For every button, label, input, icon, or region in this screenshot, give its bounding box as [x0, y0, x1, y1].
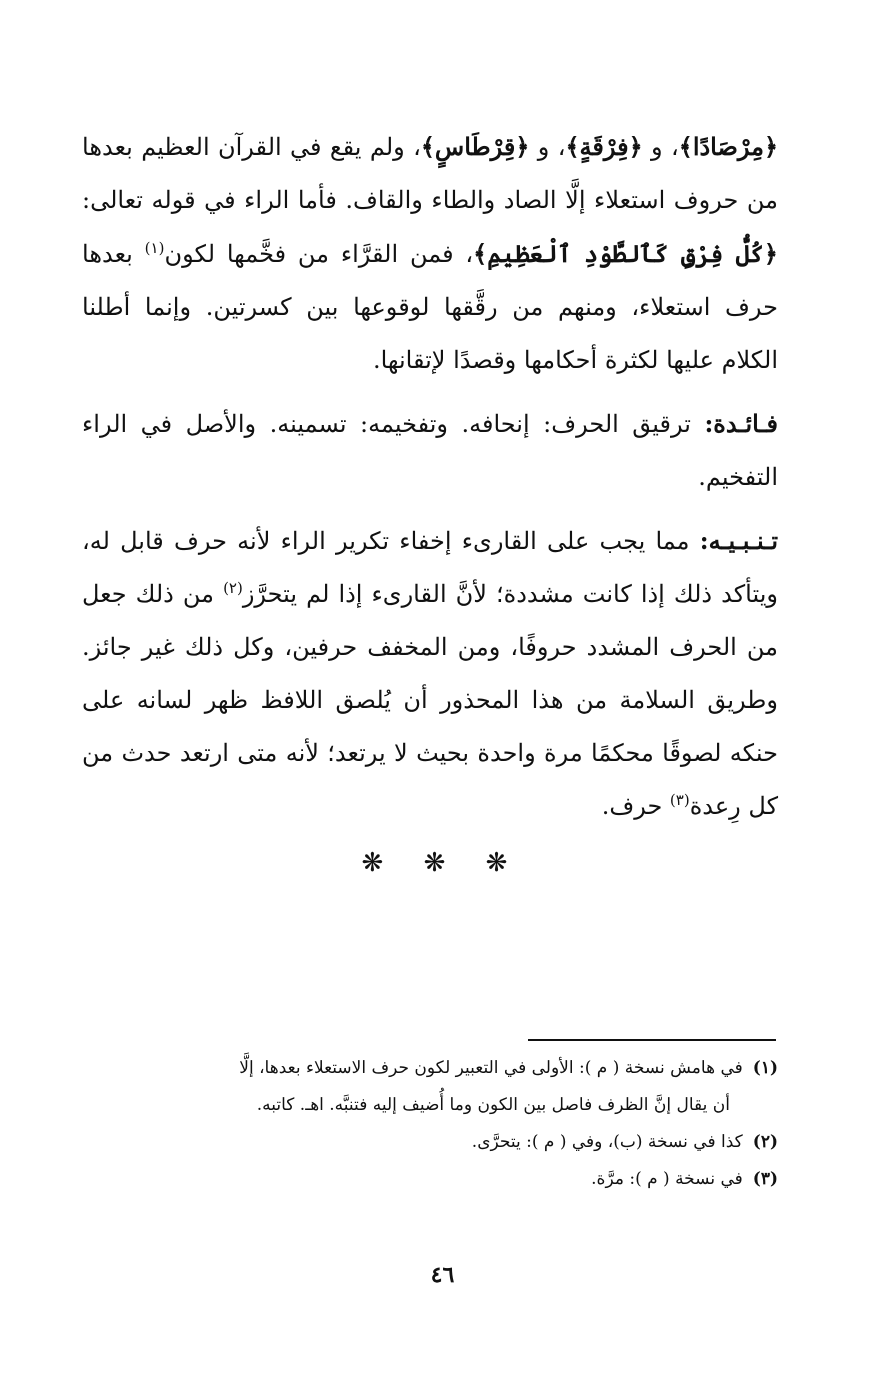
- footnote-divider: [528, 1039, 776, 1041]
- quran-word: ﴿فِرْقَةٍ﴾: [565, 132, 643, 161]
- page-number: ٤٦: [430, 1262, 455, 1288]
- footnote-2: [82, 1124, 778, 1161]
- quran-verse: ﴿كُلُّ فِرْقٍ كَٱلطَّوْدِ ٱلْعَظِيمِ﴾: [473, 239, 778, 268]
- footnote-1-continuation: أن يقال إنَّ الظرف فاصل بين الكون وما أُضيف إليه فتنبَّه. اهـ. كاتبه.: [256, 1095, 730, 1115]
- section-separator: ❋ ❋ ❋: [361, 848, 524, 878]
- text-span: حرف.: [601, 792, 670, 820]
- text-span: ، فمن القرَّاء من فخَّمها لكون: [164, 240, 474, 268]
- paragraph-1: [82, 120, 778, 387]
- footnote-number: (٣): [752, 1169, 778, 1189]
- text-span: بعدها حرف استعلاء، ومنهم من رقَّقها لوقوعها بين كسرتين. وإنما أطلنا الكلام عليها لكثرة أحكامها وقصدًا لإتقانها.: [82, 240, 778, 374]
- footnote-text: في نسخة ( م ): مرَّة.: [591, 1169, 743, 1189]
- footnote-ref-1[interactable]: (١): [144, 239, 165, 257]
- fayda-heading: فـائـدة:: [704, 409, 778, 438]
- text-span: من ذلك جعل من الحرف المشدد حروفًا، ومن المخفف حرفين، وكل ذلك غير جائز. وطريق السلامة من هذا المحذور أن يُلصق اللافظ ظهر لسانه على حنكه لصوقًا محكمًا مرة واحدة بحيث لا يرتعد؛ لأنه متى ارتعد حدث من كل رِعدة: [82, 580, 778, 820]
- footnote-number: (١): [752, 1058, 778, 1078]
- footnote-3: [82, 1161, 778, 1198]
- quran-word: ﴿مِرْصَادًا﴾: [678, 132, 779, 161]
- footnotes: [82, 1050, 778, 1198]
- text-span: ، و: [529, 133, 566, 161]
- footnote-number: (٢): [752, 1132, 778, 1152]
- text-span: ترقيق الحرف: إنحافه. وتفخيمه: تسمينه. والأصل في الراء التفخيم.: [82, 410, 778, 491]
- quran-word: ﴿قِرْطَاسٍ﴾: [420, 132, 530, 161]
- footnote-ref-2[interactable]: (٢): [223, 579, 243, 597]
- paragraph-3: [82, 514, 778, 833]
- main-text: [82, 120, 778, 833]
- footnote-ref-3[interactable]: (٣): [669, 791, 690, 809]
- text-span: ، ولم يقع في القرآن العظيم بعدها من حروف استعلاء إلَّا الصاد والطاء والقاف. فأما الراء في قوله تعالى:: [82, 133, 778, 214]
- text-span: ، و: [642, 133, 679, 161]
- footnote-text: في هامش نسخة ( م ): الأولى في التعبير لكون حرف الاستعلاء بعدها، إلَّا: [239, 1058, 743, 1078]
- footnote-text: كذا في نسخة (ب)، وفي ( م ): يتحرَّى.: [471, 1132, 743, 1152]
- footnote-1: [82, 1050, 778, 1087]
- tanbih-heading: تـنـبـيـه:: [699, 526, 778, 555]
- text-span: مما يجب على القارىء إخفاء تكرير الراء لأنه حرف قابل له، ويتأكد ذلك إذا كانت مشددة؛ لأنَّ القارىء إذا لم يتحرَّز: [82, 527, 778, 608]
- paragraph-2: [82, 397, 778, 504]
